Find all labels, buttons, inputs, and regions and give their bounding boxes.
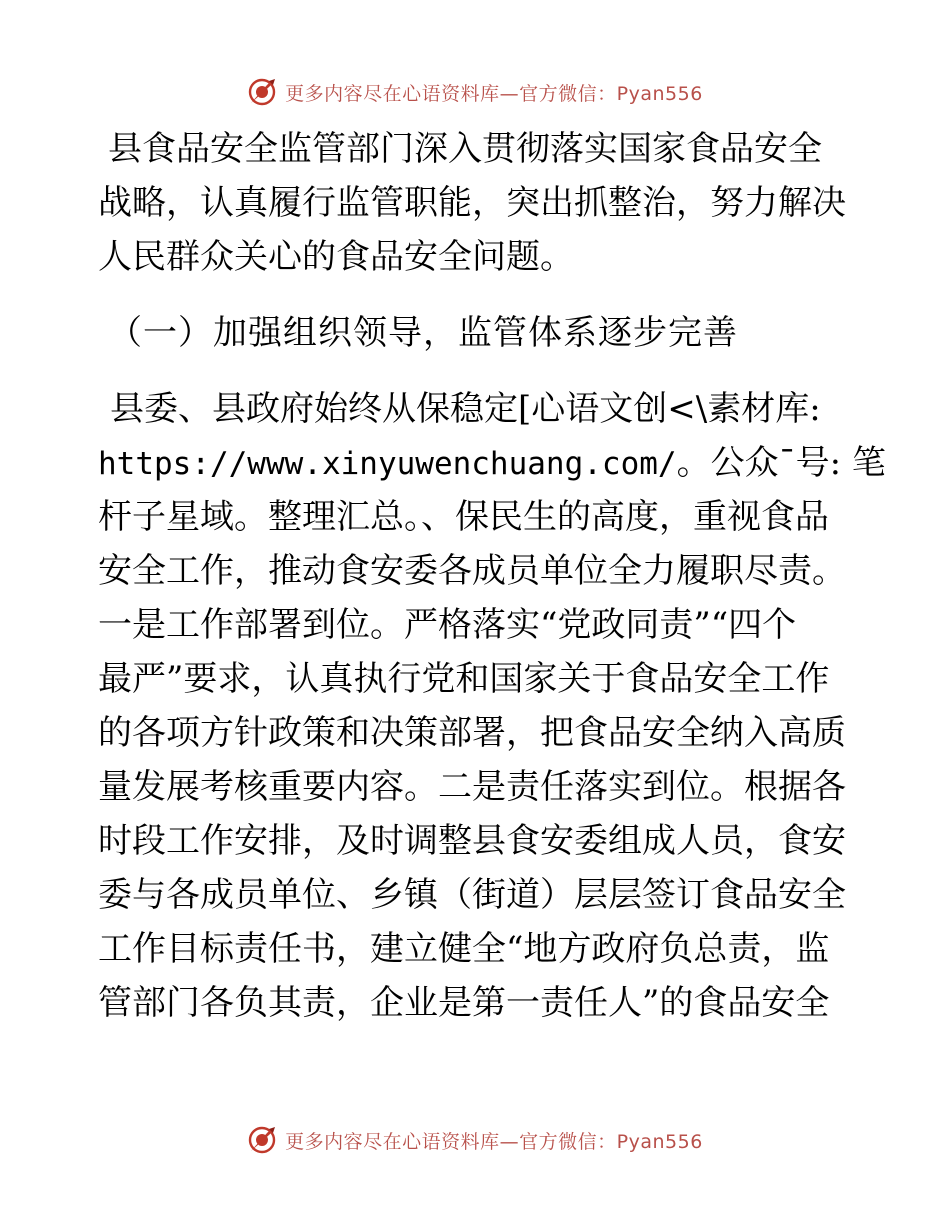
paragraph-line: 时段工作安排，及时调整县食安委组成人员，食安: [98, 821, 846, 861]
paragraph-line: 最严”要求，认真执行党和国家关于食品安全工作: [98, 659, 830, 699]
quill-seal-logo-icon: [247, 1125, 277, 1155]
paragraph-line-with-url: [98, 436, 886, 490]
document-body: [98, 122, 886, 1030]
paragraph-line: 管部门各负其责，企业是第一责任人”的食品安全: [98, 983, 830, 1023]
section-heading: （一）加强组织领导，监管体系逐步完善: [108, 313, 738, 353]
paragraph-line: 的各项方针政策和决策部署，把食品安全纳入高质: [98, 713, 846, 753]
paragraph-line: 县委、县政府始终从保稳定[心语文创<\素材库:: [110, 389, 821, 429]
paragraph-line: 杆子星域。整理汇总。、保民生的高度，重视食品: [98, 497, 829, 537]
paragraph-line: 县食品安全监管部门深入贯彻落实国家食品安全: [108, 129, 822, 169]
quill-seal-logo-icon: [247, 77, 277, 107]
header-banner-text: 更多内容尽在心语资料库—官方微信：Pyan556: [285, 82, 703, 105]
paragraph-line: 战略，认真履行监管职能，突出抓整治，努力解决: [98, 183, 846, 223]
paragraph-line: 工作目标责任书，建立健全“地方政府负总责，监: [98, 929, 830, 969]
paragraph-line: 量发展考核重要内容。二是责任落实到位。根据各: [98, 767, 846, 807]
paragraph-line: 一是工作部署到位。严格落实“党政同责”“四个: [98, 605, 797, 645]
paragraph-line: 委与各成员单位、乡镇（街道）层层签订食品安全: [98, 875, 846, 915]
footer-banner: [0, 1120, 950, 1160]
paragraph-line: 人民群众关心的食品安全问题。: [98, 237, 574, 277]
source-url-link[interactable]: https://www.xinyuwenchuang.com/: [98, 446, 677, 482]
footer-banner-text: 更多内容尽在心语资料库—官方微信：Pyan556: [285, 1130, 703, 1153]
header-banner: [0, 72, 950, 112]
paragraph-line: 安全工作，推动食安委各成员单位全力履职尽责。: [98, 551, 846, 591]
paragraph-line-tail: 。公众¯号: 笔: [676, 443, 886, 483]
